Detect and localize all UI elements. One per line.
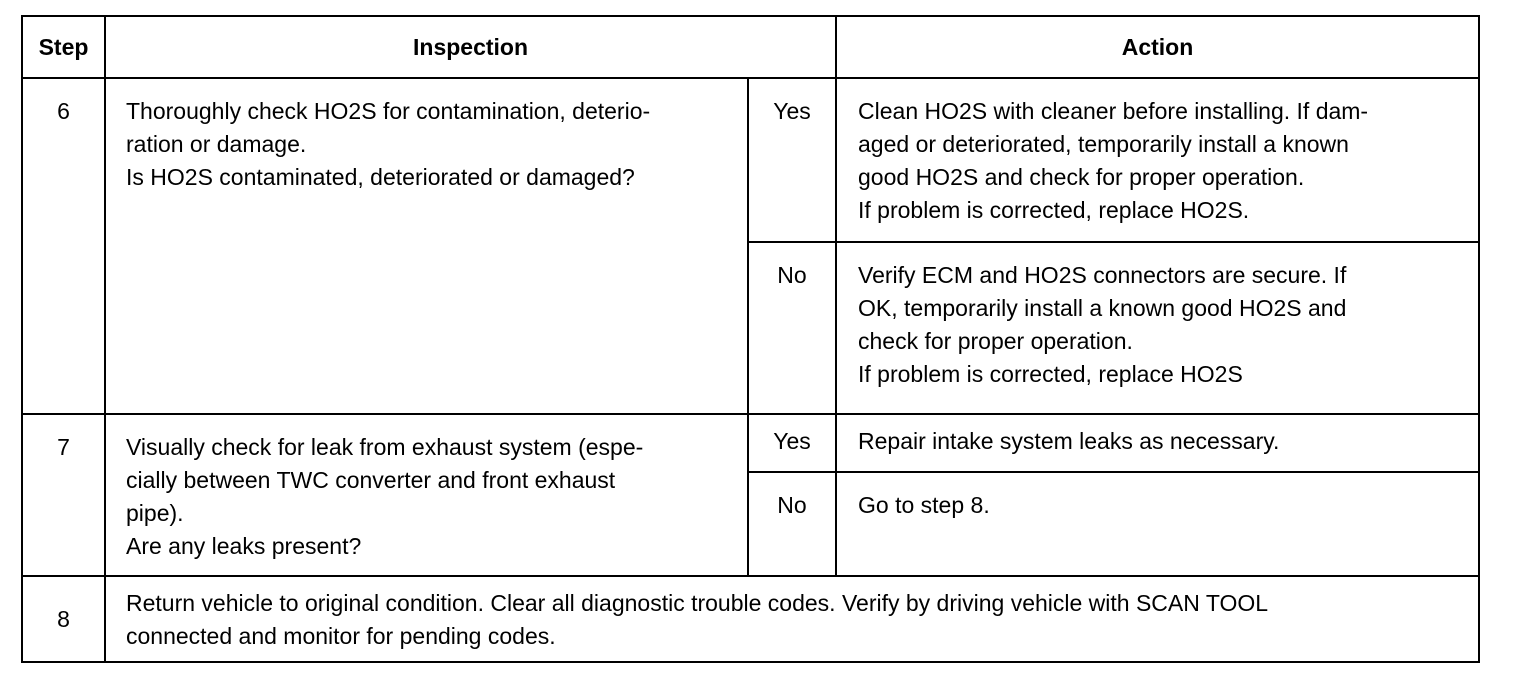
table-row xyxy=(22,576,1479,662)
table-row xyxy=(22,78,1479,242)
inspection-text: Visually check for leak from exhaust system (espe- xyxy=(126,434,644,460)
action-text: Go to step 8. xyxy=(858,492,990,518)
header-inspection: Inspection xyxy=(105,16,836,78)
action-text: check for proper operation. xyxy=(858,328,1133,354)
header-row xyxy=(22,16,1479,78)
step-number: 8 xyxy=(22,576,105,662)
action-text: good HO2S and check for proper operation. xyxy=(858,164,1305,190)
inspection-text: cially between TWC converter and front exhaust xyxy=(126,467,616,493)
no-action-cell xyxy=(836,242,1479,414)
yes-label: Yes xyxy=(748,78,836,242)
inspection-text: Are any leaks present? xyxy=(126,533,362,559)
action-text: Verify ECM and HO2S connectors are secure. If xyxy=(858,262,1347,288)
action-text: If problem is corrected, replace HO2S xyxy=(858,361,1243,387)
instruction-text: Return vehicle to original condition. Clear all diagnostic trouble codes. Verify by driving vehicle with SCAN TOOL xyxy=(126,590,1269,616)
step-number: 6 xyxy=(22,78,105,414)
inspection-cell xyxy=(105,414,748,576)
yes-action-cell xyxy=(836,414,1479,472)
no-action-cell xyxy=(836,472,1479,576)
step-number: 7 xyxy=(22,414,105,576)
table-row xyxy=(22,414,1479,472)
action-text: If problem is corrected, replace HO2S. xyxy=(858,197,1250,223)
yes-action-cell xyxy=(836,78,1479,242)
inspection-cell xyxy=(105,78,748,414)
header-action: Action xyxy=(836,16,1479,78)
diagnostic-table xyxy=(21,15,1480,663)
yes-label: Yes xyxy=(748,414,836,472)
inspection-text: pipe). xyxy=(126,500,184,526)
inspection-text: ration or damage. xyxy=(126,131,307,157)
action-text: Clean HO2S with cleaner before installing. If dam- xyxy=(858,98,1369,124)
header-step: Step xyxy=(22,16,105,78)
inspection-text: Thoroughly check HO2S for contamination, deterio- xyxy=(126,98,651,124)
no-label: No xyxy=(748,472,836,576)
inspection-text: Is HO2S contaminated, deteriorated or damaged? xyxy=(126,164,635,190)
no-label: No xyxy=(748,242,836,414)
step-8-text-cell xyxy=(105,576,1479,662)
action-text: Repair intake system leaks as necessary. xyxy=(858,428,1280,454)
instruction-text: connected and monitor for pending codes. xyxy=(126,623,556,649)
action-text: OK, temporarily install a known good HO2S and xyxy=(858,295,1347,321)
action-text: aged or deteriorated, temporarily install a known xyxy=(858,131,1349,157)
